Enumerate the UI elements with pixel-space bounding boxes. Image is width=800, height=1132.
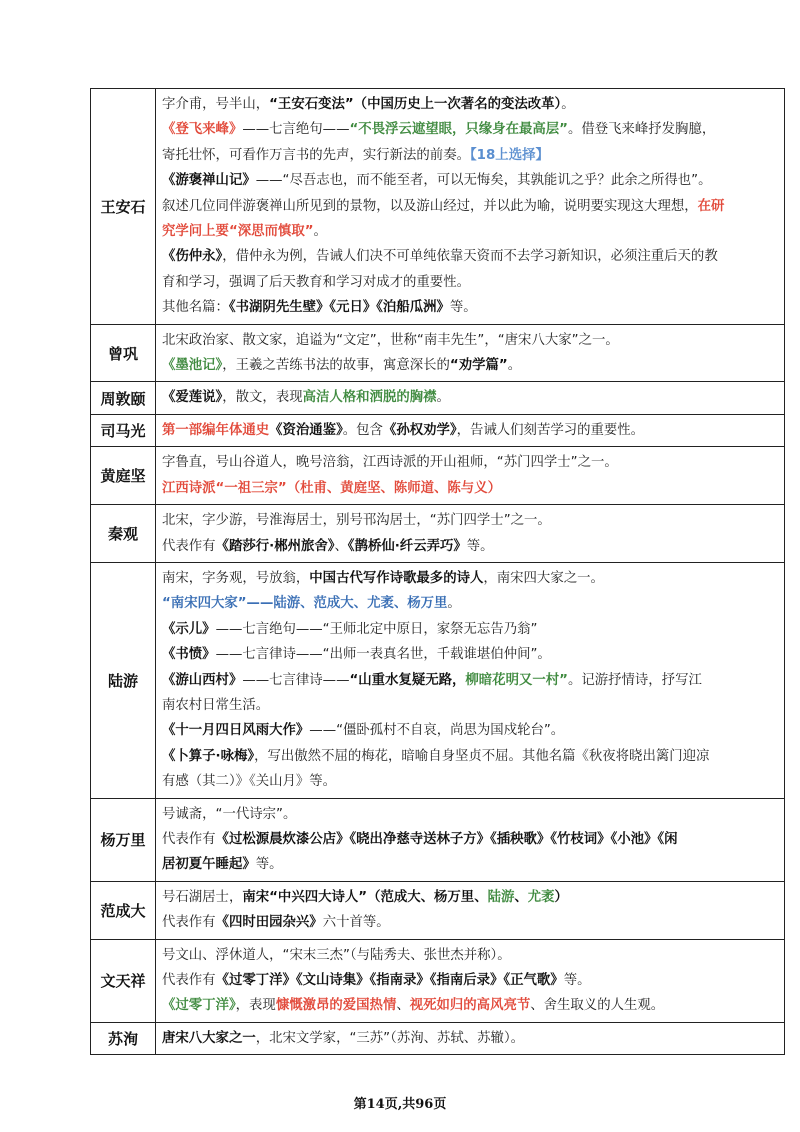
text-segment: 在研 [697,198,725,214]
text-line [162,450,776,475]
text-line [162,353,776,378]
text-line [162,92,776,117]
text-segment: 《资治通鉴》 [269,422,343,438]
author-name: 陆游 [91,562,156,798]
text-segment: 。 [507,358,522,374]
text-line [162,802,776,827]
text-segment: 北宋政治家、散文家，追谥为“文定”，世称“南丰先生”，“唐宋八大家”之一。 [162,332,619,348]
text-segment: 《爱莲说》 [162,390,223,406]
text-segment: 【18上选择】 [469,147,549,163]
text-segment: ，北宋文学家，“三苏”（苏洵、苏轼、苏辙）。 [255,1030,525,1046]
text-line [162,968,776,993]
text-segment: ，散文，表现 [222,390,303,406]
text-segment: 。 [447,596,461,612]
text-line [162,718,776,743]
author-description [156,382,785,414]
text-segment: 第一部编年体通史 [162,422,270,438]
text-line [162,385,776,410]
table-row [91,89,785,325]
table-row [91,1022,785,1054]
author-description [156,505,785,563]
author-name: 范成大 [91,881,156,939]
text-segment: 《孙权劝学》 [382,422,457,438]
text-segment: 号文山、浮休道人，“宋末三杰”（与陆秀夫、张世杰并称）。 [162,947,511,963]
text-segment: “劝学篇” [449,358,508,374]
text-segment: 。记游抒情诗，抒写江 [567,672,702,688]
table-row [91,414,785,446]
text-segment: “中兴四大诗人”（范成大、杨万里、 [269,889,488,905]
text-segment: 《书湖阴先生壁》《元日》《泊船瓜洲》 [228,300,450,316]
text-segment: 号诚斋，“一代诗宗”。 [162,806,297,822]
text-segment: 《游山西村》 [162,672,243,688]
author-description [156,89,785,325]
text-segment: 。 [313,224,327,240]
text-segment: 其他名篇： [162,300,229,316]
text-line [162,910,776,935]
text-segment: ，借仲永为例，告诫人们决不可单纯依靠天资而不去学习新知识，必须注重后天的教 [222,249,718,265]
text-segment: 南宋 [242,889,270,905]
text-line [162,418,776,443]
text-segment: 高洁人格和洒脱的胸襟 [302,390,437,406]
table-body [91,89,785,1055]
literature-table [90,88,785,1055]
author-name: 秦观 [91,505,156,563]
text-segment: 视死如归的高风亮节 [409,998,531,1014]
text-line [162,769,776,794]
author-description [156,939,785,1022]
text-segment: 《伤仲永》 [162,249,223,265]
table-row [91,881,785,939]
text-segment: 南宋，字务观，号放翁， [162,570,310,586]
table-row [91,798,785,881]
text-segment: 陆游 [487,889,515,905]
text-segment: 北宋，字少游，号淮海居士，别号邗沟居士，“苏门四学士”之一。 [162,513,551,529]
text-segment: 尤袤 [527,889,555,905]
text-segment: 等。 [466,538,494,554]
text-line [162,328,776,353]
text-segment: ——“尽吾志也，而不能至者，可以无悔矣，其孰能讥之乎？此余之所得也”。 [255,173,712,189]
text-segment: 有感（其二）》《关山月》等。 [162,774,337,790]
text-segment: 寄托壮怀，可看作万言书的先声，实行新法的前奏。 [162,147,470,163]
text-segment: ——七言律诗—— [242,672,350,688]
table-row [91,324,785,382]
text-segment: 《鹊桥仙·纤云弄巧》 [347,538,467,554]
text-segment: 、舍生取义的人生观。 [530,998,665,1014]
text-segment: 号石湖居士， [162,889,243,905]
author-description [156,414,785,446]
text-line [162,117,776,142]
text-line [162,143,776,168]
text-segment: 《登飞来峰》 [162,122,243,138]
text-segment: 。借登飞来峰抒发胸臆， [567,122,716,138]
text-line [162,508,776,533]
text-segment: 育和学习，强调了后天教育和学习对成才的重要性。 [162,274,470,290]
text-segment: 《过松源晨炊漆公店》《晓出净慈寺送林子方》《插秧歌》《竹枝词》《小池》《闲 [215,831,678,847]
table-row [91,382,785,414]
author-description [156,562,785,798]
text-segment: 究学问上要“深思而慎取” [162,224,314,240]
author-description [156,881,785,939]
text-segment: ，写出傲然不屈的梅花，暗喻自身坚贞不屈。其他名篇《秋夜将晓出篱门迎凉 [254,748,710,764]
text-segment: 等。 [449,300,477,316]
text-segment: 等。 [255,857,283,873]
text-segment: 《四时田园杂兴》 [215,915,323,931]
text-segment: 慷慨激昂的爱国热情 [275,998,397,1014]
text-segment: 代表作有 [162,831,216,847]
text-segment: 代表作有 [162,915,216,931]
text-segment: 《过零丁洋》《文山诗集》《指南录》《指南后录》《正气歌》 [215,973,564,988]
text-line [162,476,776,501]
text-segment: 字介甫，号半山， [162,97,270,112]
text-segment: ——七言绝句——“王师北定中原日，家祭无忘告乃翁” [215,621,538,637]
text-segment: “不畏浮云遮望眼，只缘身在最高层” [349,122,568,138]
text-line [162,668,776,693]
author-name: 杨万里 [91,798,156,881]
text-line [162,534,776,559]
table-row [91,562,785,798]
text-segment: 江西诗派“一祖三宗”（杜甫、黄庭坚、陈师道、陈与义） [162,480,501,496]
table-row [91,447,785,505]
text-segment: 《过零丁洋》 [162,998,236,1014]
author-name: 王安石 [91,89,156,325]
text-line [162,219,776,244]
table-row [91,505,785,563]
text-line [162,617,776,642]
text-segment: 叙述几位同伴游褒禅山所见到的景物，以及游山经过，并以此为喻，说明要实现这大理想， [162,198,698,214]
author-description [156,798,785,881]
text-segment: 、 [334,538,348,554]
text-segment: ，表现 [235,998,276,1014]
text-line [162,993,776,1018]
author-description [156,447,785,505]
table-row [91,939,785,1022]
text-segment: 《游褒禅山记》 [162,173,256,189]
text-segment: ——七言绝句—— [242,122,350,138]
text-line [162,744,776,769]
text-line [162,591,776,616]
text-line [162,852,776,877]
text-segment: 六十首等。 [322,915,390,931]
text-segment: 。 [436,390,450,406]
text-segment: 唐宋八大家之一 [162,1030,256,1046]
text-segment: 《十一月四日风雨大作》 [162,723,310,739]
text-segment: 中国古代写作诗歌最多的诗人 [309,570,484,586]
text-line [162,827,776,852]
text-line [162,566,776,591]
author-name: 司马光 [91,414,156,446]
page-footer: 第14页,共96页 [353,1097,447,1112]
text-line [162,244,776,269]
text-segment: 《示儿》 [162,621,216,637]
text-line [162,943,776,968]
text-segment: 。 [561,97,575,112]
author-description [156,1022,785,1054]
text-segment: 代表作有 [162,973,216,988]
text-segment: 代表作有 [162,538,216,554]
text-segment: ——七言律诗——“出师一表真名世，千载谁堪伯仲间”。 [215,647,551,663]
text-line [162,194,776,219]
author-name: 曾巩 [91,324,156,382]
text-segment: ） [554,889,568,905]
text-segment: “王安石变法”（中国历史上一次著名的变法改革） [269,97,562,112]
text-segment: 南农村日常生活。 [162,697,270,713]
text-line [162,1026,776,1051]
text-line [162,168,776,193]
text-segment: 《书愤》 [162,647,216,663]
text-line [162,295,776,320]
text-line [162,693,776,718]
text-segment: 、 [514,889,528,905]
text-segment: 居初夏午睡起》 [162,857,256,873]
author-description [156,324,785,382]
text-segment: “南宋四大家”——陆游、范成大、尤袤、杨万里 [162,596,448,612]
text-segment: ，告诫人们刻苦学习的重要性。 [456,422,645,438]
text-segment: 字鲁直，号山谷道人，晚号涪翁，江西诗派的开山祖师，“苏门四学士”之一。 [162,455,618,471]
text-line [162,642,776,667]
author-name: 周敦颐 [91,382,156,414]
text-line [162,270,776,295]
text-segment: 。包含 [342,422,383,438]
text-segment: ——“僵卧孤村不自哀，尚思为国戍轮台”。 [309,723,565,739]
text-segment: 《墨池记》 [162,358,223,374]
text-segment: 等。 [563,973,591,988]
text-segment: ，王羲之苦练书法的故事，寓意深长的 [222,358,450,374]
text-line [162,885,776,910]
text-segment: ，南宋四大家之一。 [483,570,604,586]
text-segment: 、 [396,998,410,1014]
text-segment: “山重水复疑无路， [349,672,466,688]
text-segment: 柳暗花明又一村” [465,672,568,688]
author-name: 文天祥 [91,939,156,1022]
text-segment: 《踏莎行·郴州旅舍》 [215,538,335,554]
author-name: 黄庭坚 [91,447,156,505]
author-name: 苏洵 [91,1022,156,1054]
text-segment: 《卜算子·咏梅》 [162,748,255,764]
